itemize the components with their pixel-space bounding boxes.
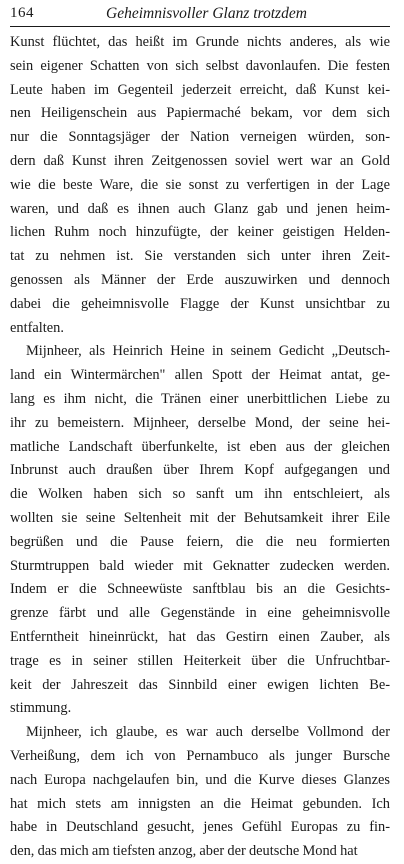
text-line: wollten sie seine Seltenheit mit der Behutsamkeit ihrer Eile: [10, 509, 390, 526]
header-rule: [10, 26, 390, 27]
text-line: grenze färbt und alle Gegenstände in eine geheimnisvolle: [10, 605, 390, 622]
text-line: Kunst flüchtet, das heißt im Grunde nichts anderes, als wie: [10, 34, 390, 50]
text-line: Indem er die Schneewüste sanftblau bis an die Gesichts-: [10, 581, 390, 598]
text-line: Inbrunst auch draußen über Ihrem Kopf aufgegangen und: [10, 462, 390, 479]
text-line: lang es ihm nicht, die Tränen einer unerbittlichen Liebe zu: [10, 390, 390, 407]
text-line: wie die beste Ware, die sie sonst zu verfertigen in der Lage: [10, 176, 390, 193]
text-line: habe in Deutschland gesucht, jenes Gefühl Europas zu fin-: [10, 819, 390, 836]
text-line: Sturmtruppen bald wieder mit Geknatter zudecken werden.: [10, 557, 390, 574]
page-number: 164: [10, 5, 34, 21]
text-line: trage es in seiner stillen Heiterkeit über die Unfruchtbar-: [10, 652, 390, 669]
text-line: begrüßen und die Pause feiern, die die neu formierten: [10, 533, 390, 550]
running-title: Geheimnisvoller Glanz trotzdem: [106, 5, 307, 22]
text-line: den, das mich am tiefsten anzog, aber der deutsche Mond hat: [10, 843, 358, 860]
text-line: nach Europa nachgelaufen bin, und die Kurve dieses Glanzes: [10, 771, 390, 788]
paragraph: [10, 340, 390, 721]
text-line: hat mich stets am innigsten an die Heimat gebunden. Ich: [10, 795, 390, 812]
text-line: nur die Sonntagsjäger der Nation verneigen würden, son-: [10, 129, 390, 146]
text-line: dabei die geheimnisvolle Flagge der Kunst unsichtbar zu: [10, 295, 390, 312]
text-line: Mijnheer, als Heinrich Heine in seinem Gedicht „Deutsch-: [26, 343, 390, 360]
text-line: nen Heiligenschein aus Papiermaché bekam, vor dem sich: [10, 105, 390, 122]
text-line: Mijnheer, ich glaube, es war auch derselbe Vollmond der: [26, 724, 390, 741]
text-line: lichen Ruhm noch hinzufügte, der keiner geistigen Helden-: [10, 224, 390, 241]
paragraph: [10, 31, 390, 340]
text-line: genossen als Männer der Erde auszuwirken und dennoch: [10, 271, 390, 288]
text-line: dern daß Kunst ihren Zeitgenossen soviel wert war an Gold: [10, 152, 390, 169]
text-line: tat zu nehmen ist. Sie verstanden sich unter ihren Zeit-: [10, 248, 390, 265]
text-line: die Wolken haben sich so sanft um ihn entschleiert, als: [10, 486, 390, 503]
running-head: [10, 2, 390, 26]
text-line: land ein Wintermärchen" allen Spott der Heimat antat, ge-: [10, 367, 390, 384]
text-line: Leute haben im Gegenteil jederzeit erreicht, daß Kunst kei-: [10, 81, 390, 98]
text-line: Entferntheit hineinrückt, hat das Gestirn einen Zauber, als: [10, 628, 390, 645]
text-line: ihr zu bemeistern. Mijnheer, derselbe Mond, der seine hei-: [10, 414, 390, 431]
text-line: stimmung.: [10, 700, 72, 717]
paragraph: [10, 721, 390, 864]
body-text: [10, 31, 390, 864]
text-line: waren, und daß es ihnen auch Glanz gab und jenen heim-: [10, 200, 390, 217]
text-line: matliche Landschaft überfunkelte, ist eben aus der gleichen: [10, 438, 390, 455]
text-line: entfalten.: [10, 319, 64, 336]
text-line: Verheißung, dem ich von Pernambuco als junger Bursche: [10, 747, 390, 764]
text-line: keit der Jahreszeit das Sinnbild einer ewigen lichten Be-: [10, 676, 390, 693]
text-line: sein eigener Schatten von sich selbst davonlaufen. Die festen: [10, 57, 390, 74]
